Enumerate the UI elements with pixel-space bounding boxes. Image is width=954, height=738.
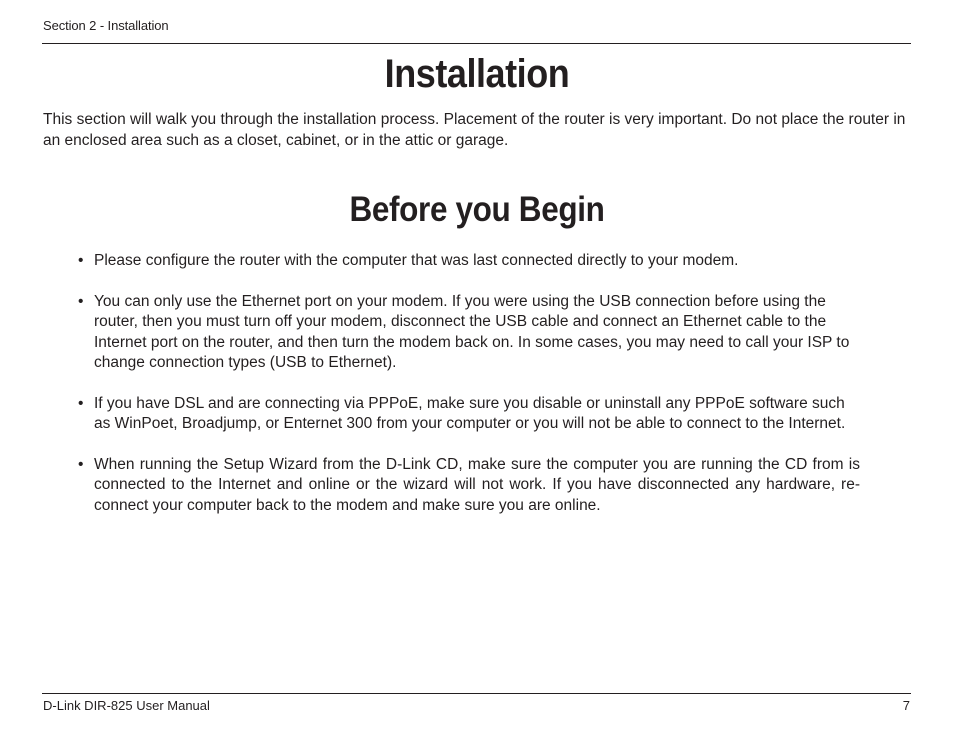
list-item [78, 455, 860, 517]
list-item [78, 394, 860, 435]
intro-paragraph: This section will walk you through the installation process. Placement of the router is very important. Do not place the router in an enclosed area such as a closet, cabinet, or in the attic or garage. [43, 111, 906, 149]
page-title: Installation [384, 52, 570, 96]
prerequisites-list [78, 251, 860, 536]
section-header: Section 2 - Installation [43, 18, 169, 33]
list-item-text: If you have DSL and are connecting via PPPoE, make sure you disable or uninstall any PPPoE software such as WinPoet, Broadjump, or Enternet 300 from your computer or you will not be able to connect to the Internet. [94, 394, 846, 432]
list-item-text: When running the Setup Wizard from the D-Link CD, make sure the computer you are running the CD from is connected to the Internet and online or the wizard will not work. If you have disconnected any hardware, re-connect your computer back to the modem and make sure you are online. [94, 455, 860, 514]
bullet-icon: • [78, 455, 84, 473]
bullet-icon: • [78, 292, 84, 310]
section-subtitle: Before you Begin [349, 190, 605, 229]
list-item [78, 251, 860, 272]
footer-manual-title: D-Link DIR-825 User Manual [43, 698, 210, 713]
page-number: 7 [902, 698, 910, 713]
bullet-icon: • [78, 252, 84, 269]
bullet-icon: • [78, 394, 84, 412]
list-item [78, 292, 860, 374]
list-item-text: Please configure the router with the computer that was last connected directly to your modem. [94, 252, 739, 269]
footer-divider [42, 693, 911, 694]
list-item-text: You can only use the Ethernet port on your modem. If you were using the USB connection before using the router, then you must turn off your modem, disconnect the USB cable and connect an Ethernet cable to the Internet port on the router, and then turn the modem back on. In some cases, you may need to call your ISP to change connection types (USB to Ethernet). [94, 292, 850, 371]
header-divider [42, 43, 911, 44]
